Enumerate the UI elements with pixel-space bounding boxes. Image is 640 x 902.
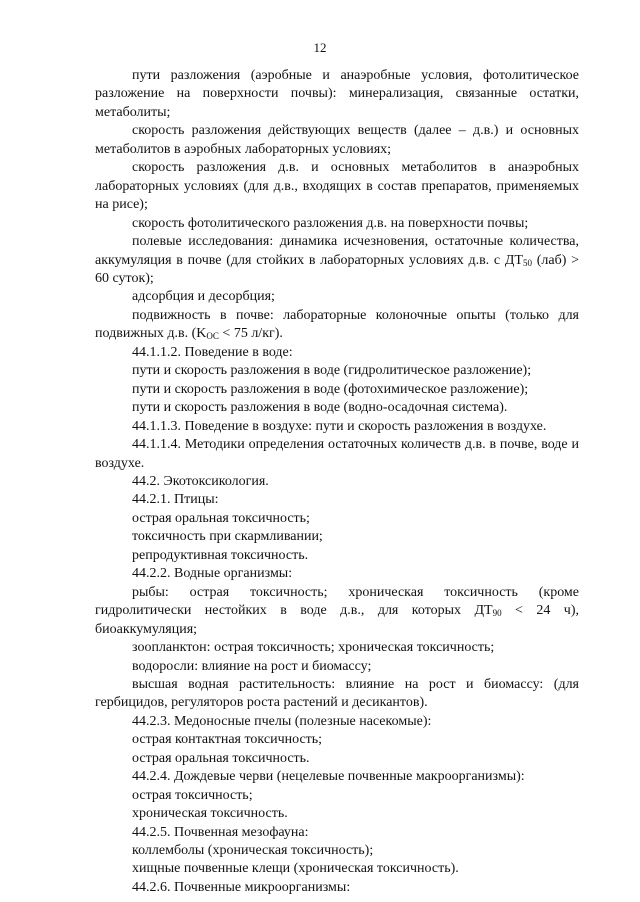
text-run: 44.2.3. Медоносные пчелы (полезные насекомые): — [132, 713, 432, 729]
paragraph — [95, 805, 579, 823]
text-run: подвижность в почве: лабораторные колоночные опыты (только для подвижных д.в. (K — [95, 307, 579, 342]
text-run: 44.1.1.3. Поведение в воздухе: пути и скорость разложения в воздухе. — [132, 418, 547, 434]
text-run: (лаб) > 60 суток); — [95, 252, 580, 286]
text-run: токсичность при скармливании; — [132, 529, 323, 545]
text-run: хроническая токсичность. — [132, 806, 288, 822]
text-run: 44.2.2. Водные организмы: — [132, 566, 293, 582]
paragraph — [95, 288, 579, 306]
text-run: пути и скорость разложения в воде (гидролитическое разложение); — [132, 363, 532, 379]
text-run: скорость фотолитического разложения д.в. на поверхности почвы; — [132, 215, 529, 231]
paragraph — [95, 584, 579, 639]
paragraph — [95, 344, 579, 362]
paragraph — [95, 215, 579, 233]
text-run: скорость разложения действующих веществ (далее – д.в.) и основных метаболитов в аэробных лабораторных условиях; — [95, 123, 579, 157]
text-run: 44.1.1.4. Методики определения остаточных количеств д.в. в почве, воде и воздухе. — [95, 437, 579, 471]
subscript: OC — [206, 331, 219, 342]
paragraph — [95, 159, 579, 214]
text-run: пути разложения (аэробные и анаэробные условия, фотолитическое разложение на поверхности почвы): минерализация, связанные остатки, метаболиты; — [95, 68, 579, 120]
text-run: адсорбция и десорбция; — [132, 289, 275, 305]
text-run: < 24 ч), биоаккумуляция; — [95, 603, 579, 637]
paragraph — [95, 768, 579, 786]
paragraph — [95, 860, 579, 878]
paragraph — [95, 491, 579, 509]
paragraph — [95, 381, 579, 399]
paragraph — [95, 547, 579, 565]
text-run: 44.2.4. Дождевые черви (нецелевые почвенные макроорганизмы): — [132, 769, 525, 785]
paragraph — [95, 528, 579, 546]
paragraph — [95, 565, 579, 583]
paragraph — [95, 731, 579, 749]
text-run: скорость разложения д.в. и основных метаболитов в анаэробных лабораторных условиях (для д.в., входящих в состав препаратов, применяемых на рисе); — [95, 160, 579, 213]
text-run: 44.1.1.2. Поведение в воде: — [132, 344, 293, 360]
text-run: рыбы: острая токсичность; хроническая токсичность (кроме гидролитически нестойких в воде д.в., для которых ДТ — [95, 584, 579, 619]
paragraph — [95, 787, 579, 805]
paragraph — [95, 67, 579, 122]
paragraph — [95, 399, 579, 417]
paragraph — [95, 879, 579, 897]
text-run: 44.2.5. Почвенная мезофауна: — [132, 824, 309, 840]
subscript: 90 — [492, 608, 502, 619]
text-run: острая оральная токсичность. — [132, 750, 310, 766]
text-run: 44.2.6. Почвенные микроорганизмы: — [132, 879, 351, 895]
text-run: острая токсичность; — [132, 787, 253, 803]
paragraph — [95, 122, 579, 159]
text-run: высшая водная растительность: влияние на рост и биомассу: (для гербицидов, регуляторов роста растений и десикантов). — [95, 676, 579, 711]
document-body — [95, 67, 579, 897]
text-run: < 75 л/кг). — [218, 326, 283, 342]
text-run: острая оральная токсичность; — [132, 510, 310, 526]
paragraph — [95, 842, 579, 860]
text-run: острая контактная токсичность; — [132, 732, 323, 748]
text-run: 44.2. Экотоксикология. — [132, 473, 269, 489]
text-run: репродуктивная токсичность. — [132, 547, 309, 563]
paragraph — [95, 713, 579, 731]
text-run: пути и скорость разложения в воде (фотохимическое разложение); — [132, 381, 529, 397]
paragraph — [95, 639, 579, 657]
subscript: 50 — [522, 257, 532, 268]
text-run: водоросли: влияние на рост и биомассу; — [132, 658, 372, 674]
paragraph — [95, 418, 579, 436]
page-number: 12 — [313, 40, 327, 55]
paragraph — [95, 676, 579, 713]
paragraph — [95, 658, 579, 676]
paragraph — [95, 510, 579, 528]
text-run: хищные почвенные клещи (хроническая токсичность). — [132, 861, 459, 877]
paragraph — [95, 362, 579, 380]
text-run: 44.2.1. Птицы: — [132, 492, 219, 508]
paragraph — [95, 436, 579, 473]
text-run: зоопланктон: острая токсичность; хроническая токсичность; — [132, 640, 495, 656]
paragraph — [95, 750, 579, 768]
text-run: коллемболы (хроническая токсичность); — [132, 843, 374, 859]
paragraph — [95, 824, 579, 842]
text-run: пути и скорость разложения в воде (водно-осадочная система). — [132, 400, 508, 416]
paragraph — [95, 233, 579, 288]
paragraph — [95, 307, 579, 344]
paragraph — [95, 473, 579, 491]
text-run: полевые исследования: динамика исчезновения, остаточные количества, аккумуляция в почве (для стойких в лабораторных условиях д.в. с ДТ — [95, 234, 579, 268]
